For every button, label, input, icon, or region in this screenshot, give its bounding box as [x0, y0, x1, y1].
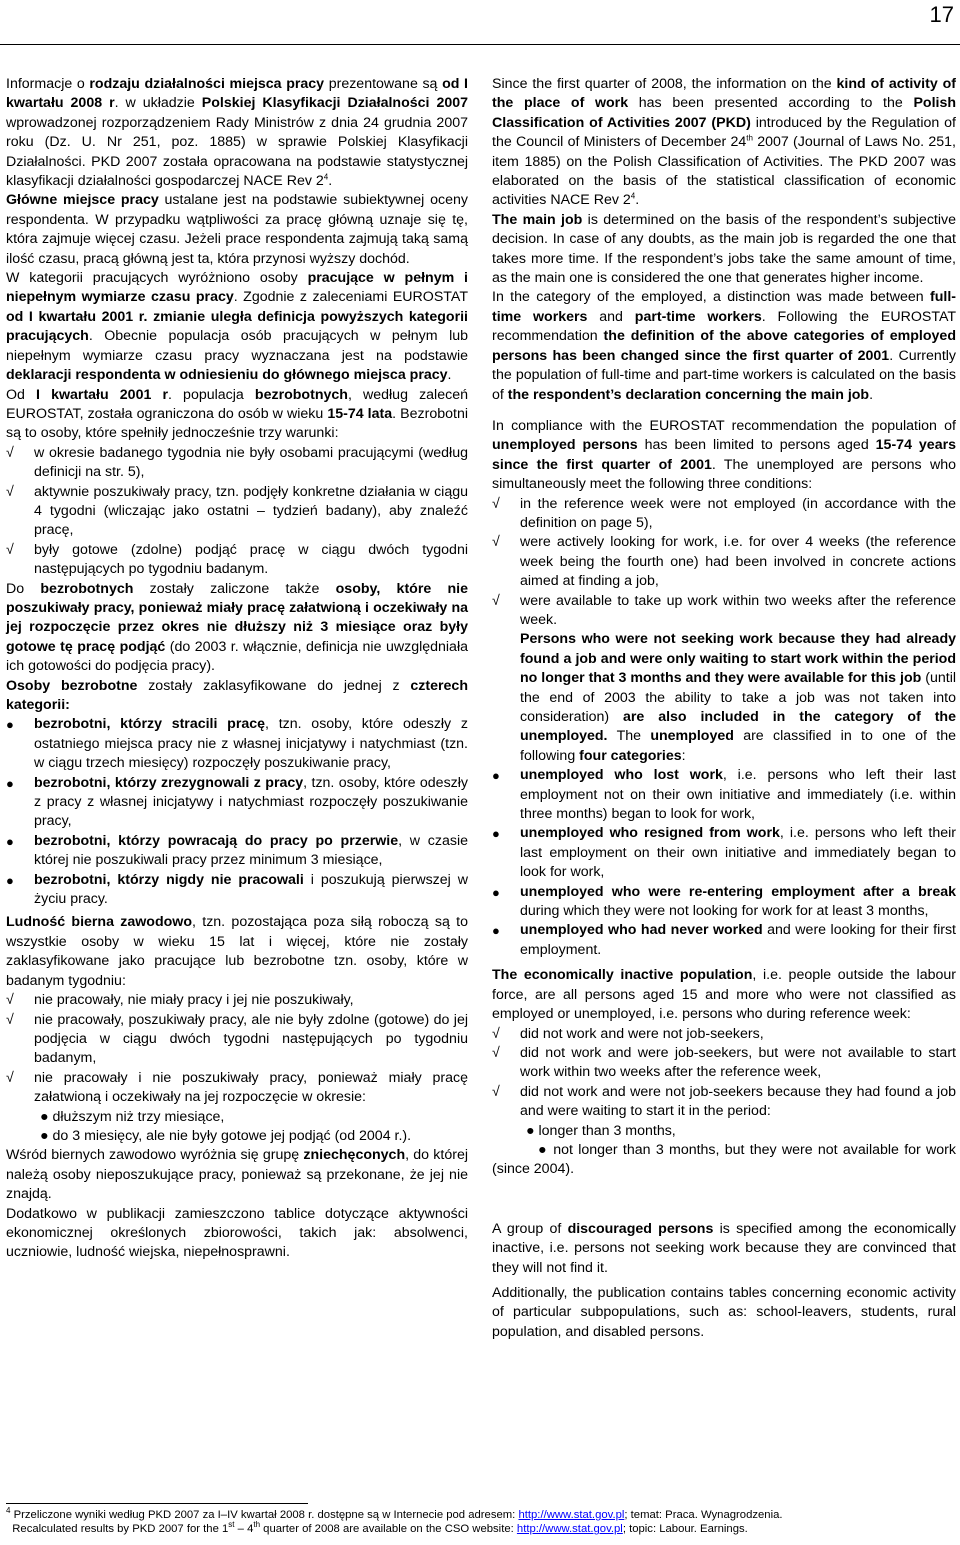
list-item [6, 1011, 468, 1069]
text-run: are also included in the category of the unemployed. [520, 709, 956, 745]
text-run: czterech kategorii: [6, 677, 468, 713]
text-run: (until the end of 2003 the ability to take a job was not taken into consideration) [520, 670, 956, 725]
text-run: Polish Classification of Activities 2007 (PKD) [492, 95, 957, 131]
check-icon: √ [6, 541, 14, 558]
text-run: 4 [323, 172, 329, 182]
list-item-text: były gotowe (zdolne) podjąć pracę w ciągu dwóch tygodni następujących po tygodniu badanym. [34, 541, 468, 578]
text-run: , tzn. pozostająca poza siłą roboczą są to wszystkie osoby w wieku 15 lat i więcej, które nie zostały zaklasyfikowane jako pracujące lub bezrobotne tzn. osoby, które w badanym tygodniu: [6, 914, 468, 989]
check-icon: √ [6, 483, 14, 500]
inactive-list [492, 1025, 956, 1122]
text-run: W kategorii pracujących wyróżniono osoby [6, 270, 308, 287]
list-item-text: nie pracowały, poszukiwały pracy, ale nie były zdolne (gotowe) do jej podjęcia w ciągu dwóch tygodni następujących po tygodniu badanym, [34, 1011, 468, 1067]
footnote-text: quarter of 2008 are available on the CSO website: [260, 1523, 517, 1535]
bullet-icon: ● [492, 884, 500, 900]
bullet-icon: ● [492, 826, 500, 842]
text-run: unemployed persons [492, 437, 638, 454]
text-run: zostały zaklasyfikowane do jednej z [137, 677, 411, 694]
sub-item: ● dłuższym niż trzy miesiące, [40, 1108, 225, 1125]
text-run: Osoby bezrobotne [6, 677, 138, 694]
text-run: The main job [492, 211, 583, 228]
list-item [492, 1083, 956, 1122]
text-run: . Obecnie populacja osób pracujących w pełnym lub niepełnym wymiarze czasu pracy wyznaczana jest na podstawie [6, 328, 468, 364]
text-run: I kwartału 2001 r [36, 386, 168, 403]
footnote-text: ; topic: Labour. Earnings. [622, 1523, 748, 1535]
text-run: Wśród biernych zawodowo wyróżnia się grupę [6, 1147, 304, 1164]
list-item [492, 592, 956, 631]
list-item [6, 715, 468, 773]
list-item-text: were actively looking for work, i.e. for over 4 weeks (the reference week being the fourth one) had been involved in concrete actions aimed at finding a job, [520, 534, 956, 590]
text-run: . Following the EUROSTAT recommendation [492, 308, 957, 345]
text-run: unemployed [650, 728, 734, 745]
list-item [6, 871, 468, 910]
text-run: The economically inactive population [492, 967, 753, 984]
text-run: Do [6, 580, 41, 597]
list-item [492, 921, 956, 960]
paragraph [6, 1146, 468, 1204]
check-icon: √ [6, 1011, 14, 1028]
text-run: zostały zaliczone także [133, 580, 336, 597]
list-item-text: nie pracowały i nie poszukiwały pracy, ponieważ miały pracę załatwioną i oczekiwały na jej rozpoczęcie w okresie: [34, 1069, 468, 1106]
text-run: bezrobotni, którzy stracili pracę [34, 716, 266, 733]
text-run: Informacje o [6, 76, 90, 92]
list-item [6, 541, 468, 580]
text-run: rodzaju działalności miejsca pracy [89, 76, 325, 92]
text-run: during which they were not looking for work for at least 3 months, [520, 903, 929, 920]
list-item [492, 824, 956, 882]
paragraph [492, 417, 956, 495]
text-run: : [681, 747, 686, 764]
bullet-icon: ● [6, 872, 14, 888]
text-run: Dodatkowo w publikacji zamieszczono tablice dotyczące aktywności ekonomicznej określonych zbiorowości, takich jak: absolwenci, uczniowie, ludność wiejska, niepełnosprawni. [6, 1205, 468, 1261]
text-run: the definition of the above categories of employed persons has been changed since the first quarter of 2001 [492, 328, 956, 364]
paragraph [492, 966, 956, 1024]
cso-link[interactable]: http://www.stat.gov.pl [518, 1509, 625, 1521]
list-item-text: did not work and were not job-seekers, [520, 1025, 764, 1042]
text-run: has been presented according to the [628, 95, 914, 112]
paragraph [492, 75, 956, 211]
text-run: th [746, 133, 753, 143]
condition-list [6, 444, 468, 580]
text-run: Ludność bierna zawodowo [6, 914, 193, 931]
text-run: In compliance with the EUROSTAT recommendation the population of [492, 417, 956, 434]
text-run: Polskiej Klasyfikacji Działalności 2007 [201, 95, 469, 112]
text-run: osoby, które nie poszukiwały pracy, ponieważ miały pracę załatwioną i oczekiwały na jej rozpoczęcie przez okres nie dłuższy niż 3 miesiące oraz były gotowe tę pracę podjąć [6, 580, 469, 655]
text-run: introduced by the Regulation of the Council of Ministers of December 24 [492, 114, 956, 151]
english-column [492, 75, 956, 1342]
list-item-text [520, 921, 956, 960]
check-icon: √ [492, 1025, 500, 1042]
text-run: , według zaleceń EUROSTAT, została ograniczona do osób w wieku [6, 386, 468, 422]
text-run: Additionally, the publication contains tables concerning economic activity of particular subpopulations, such as: school-leavers, students, rural population, and disabled persons. [492, 1284, 956, 1340]
check-icon: √ [492, 495, 500, 512]
text-run: bezrobotni, którzy nigdy nie pracowali [34, 871, 304, 888]
list-item [492, 766, 956, 824]
text-run: deklaracji respondenta w odniesieniu do głównego miejsca pracy [6, 367, 448, 384]
sub-item: ● longer than 3 months, [526, 1122, 676, 1139]
paragraph [492, 211, 956, 289]
footnote-text: ; temat: Praca. Wynagrodzenia. [624, 1509, 783, 1521]
text-run: , i.e. persons who left their last employment not on their own initiative and immediately (i.e. within three months) began to look for work, [520, 767, 957, 823]
text-run: has been limited to persons aged [637, 437, 876, 454]
text-run: bezrobotni, którzy powracają do pracy po przerwie [34, 832, 399, 849]
check-icon: √ [492, 1044, 500, 1061]
bullet-icon: ● [492, 768, 500, 784]
text-run: are classified in to one of the following [520, 728, 956, 764]
paragraph [6, 386, 468, 444]
paragraph [6, 75, 468, 191]
list-item-text: aktywnie poszukiwały pracy, tzn. podjęły konkretne działania w ciągu 4 tygodni (wliczając jako ostatni – tydzień badany), aby znaleźć pracę, [34, 483, 468, 539]
sub-item: ● not longer than 3 months, but they were not available for work (since 2004). [492, 1141, 956, 1178]
text-run: . [869, 386, 874, 403]
text-run: unemployed who lost work [520, 767, 723, 784]
paragraph [6, 580, 468, 677]
list-item [6, 483, 468, 541]
check-icon: √ [6, 992, 14, 1009]
text-run: zniechęconych [303, 1147, 406, 1164]
check-icon: √ [492, 534, 500, 551]
text-run: is specified among the economically inactive, i.e. persons not seeking work because they are convinced that they will not find it. [492, 1220, 956, 1276]
text-run: od I kwartału 2001 r. zmianie uległa definicja powyższych kategorii pracujących [6, 308, 468, 345]
text-run: 2007 (Journal of Laws No. 251, item 1885) on the Polish Classification of Activities. The PKD 2007 was elaborated on the basis of the statistical classification of economic activities NACE Rev 2 [492, 134, 956, 209]
text-run: The [607, 728, 651, 745]
text-run: , i.e. persons who left their last employment on their own initiative and immediately began to look for work, [520, 825, 957, 881]
text-run: and [587, 308, 635, 325]
footnote-sup: th [253, 1520, 261, 1530]
list-item [6, 774, 468, 832]
text-run: 4 [630, 191, 636, 201]
list-item-text: in the reference week were not employed (in accordance with the definition on page 5), [520, 495, 956, 531]
check-icon: √ [6, 1069, 14, 1086]
text-run: Główne miejsce pracy [6, 192, 159, 209]
list-item-text [34, 871, 468, 910]
text-run: is determined on the basis of the respondent’s subjective decision. In case of any doubts, as the main job is regarded the one that takes more time. If the respondent’s jobs take the same amount of time, as the main one is considered the one that generates higher income. [492, 211, 956, 287]
list-item [492, 1044, 956, 1083]
text-run: prezentowane są [324, 76, 443, 92]
list-item-text: w okresie badanego tygodnia nie były osobami pracującymi (według definicji na str. 5), [34, 444, 468, 481]
text-run: 15-74 lata [327, 405, 393, 422]
paragraph [6, 191, 468, 269]
list-item-text: did not work and were job-seekers, but were not available to start work within two weeks after the reference week, [520, 1044, 956, 1081]
bullet-icon: ● [492, 923, 500, 939]
text-run: . populacja [168, 386, 255, 403]
text-run: unemployed who had never worked [520, 922, 763, 939]
list-item-text: did not work and were not job-seekers because they had found a job and were waiting to start it in the period: [520, 1083, 956, 1120]
polish-column [6, 75, 468, 1263]
footnote-marker: 4 [6, 1506, 11, 1516]
text-run: unemployed who were re-entering employment after a break [520, 883, 956, 900]
text-run: . w układzie [114, 95, 202, 112]
list-item-text [520, 824, 956, 882]
text-run: bezrobotnych [40, 580, 134, 597]
category-list [6, 715, 468, 909]
text-run: unemployed who resigned from work [520, 825, 780, 842]
footnote-sup: st [228, 1520, 235, 1530]
text-run: Since the first quarter of 2008, the information on the [492, 76, 837, 92]
text-run: bezrobotni, którzy zrezygnowali z pracy [34, 774, 304, 791]
list-item-text [520, 766, 956, 824]
paragraph [492, 288, 956, 404]
list-item [492, 1025, 956, 1044]
footnote [6, 1508, 956, 1536]
footnote-rule [6, 1503, 308, 1504]
footnote-text: – 4 [234, 1523, 254, 1535]
text-run: In the category of the employed, a distinction was made between [492, 289, 930, 306]
list-item [492, 533, 956, 591]
inactive-list [6, 991, 468, 1107]
text-run: . Currently the population of full-time and part-time workers is calculated on the basis of [492, 347, 957, 403]
paragraph [6, 677, 468, 716]
paragraph [6, 269, 468, 385]
list-item-text [34, 715, 468, 773]
paragraph [6, 913, 468, 991]
list-item [6, 832, 468, 871]
text-run: pracujące w pełnym i niepełnym wymiarze czasu pracy [6, 270, 468, 306]
text-run: , tzn. osoby, które odeszły z ostatniego miejsca pracy nie z własnej inicjatywy i natychmiast (tzn. w ciągu trzech miesięcy) rozpoczęły poszukiwanie pracy, [34, 716, 468, 772]
text-run: od I kwartału 2008 r [6, 76, 468, 112]
list-item-text: were available to take up work within two weeks after the reference week. [520, 592, 956, 628]
text-run: . Zgodnie z zaleceniami EUROSTAT [233, 289, 468, 306]
text-run: ustalane jest na podstawie subiektywnej oceny respondenta. W przypadku wątpliwości za pracę główną uznaje się tę, która zajmuje więcej czasu. Jeżeli prace respondenta zajmują taką samą ilość czasu, pracą główną jest ta, która przynosi wyższy dochód. [6, 192, 468, 267]
text-run: . [328, 173, 333, 190]
text-run: (do 2003 r. włącznie, definicja nie uwzględniała ich gotowości do podjęcia pracy). [6, 638, 468, 675]
text-run: . Bezrobotni są to osoby, które spełniły jednocześnie trzy warunki: [6, 405, 468, 442]
check-icon: √ [492, 1083, 500, 1100]
text-run: , i.e. people outside the labour force, are all persons aged 15 and more who were not classified as employed or unemployed, i.e. persons who during reference week: [492, 967, 956, 1023]
list-item [6, 991, 468, 1010]
bullet-icon: ● [6, 833, 14, 849]
text-run: A group of [492, 1220, 568, 1237]
text-run: Persons who were not seeking work because they had already found a job and were only waiting to start work within the period no longer that 3 months and they were available for this job [520, 631, 956, 687]
list-item [6, 1069, 468, 1108]
text-run: i poszukują pierwszej w życiu pracy. [34, 871, 468, 908]
paragraph [492, 1220, 956, 1278]
text-run: , w czasie której nie poszukiwali pracy przez minimum 3 miesiące, [34, 832, 468, 869]
check-icon: √ [6, 444, 14, 461]
cso-link[interactable]: http://www.stat.gov.pl [516, 1523, 623, 1535]
text-run: 15-74 years since the first quarter of 2001 [492, 437, 956, 473]
list-item-text [520, 883, 956, 922]
text-run: the respondent’s declaration concerning the main job [507, 386, 870, 403]
paragraph [492, 630, 956, 766]
list-item-text [34, 774, 468, 832]
bullet-icon: ● [6, 775, 14, 791]
text-run: wprowadzonej rozporządzeniem Rady Ministrów z dnia 24 grudnia 2007 roku (Dz. U. Nr 251, poz. 1885) w sprawie Polskiej Klasyfikacji Działalności. PKD 2007 została opracowana na podstawie statystycznej klasyfikacji działalności gospodarczej NACE Rev 2 [6, 114, 468, 190]
footnote-text: Recalculated results by PKD 2007 for the 1 [6, 1523, 229, 1535]
text-run: , tzn. osoby, które odeszły z pracy z własnej inicjatywy i natychmiast rozpoczęły poszukiwanie pracy, [34, 774, 468, 830]
page-number: 17 [929, 2, 954, 27]
paragraph [6, 1205, 468, 1263]
text-run: bezrobotnych [254, 386, 348, 403]
category-list [492, 766, 956, 960]
text-run: , do której należą osoby nieposzukujące pracy, ponieważ są przekonane, że jej nie znajdą. [6, 1147, 468, 1203]
list-item [492, 495, 956, 534]
text-run: kind of activity of the place of work [492, 76, 956, 112]
paragraph [492, 1284, 956, 1342]
header-rule [0, 44, 960, 45]
list-item-text [34, 832, 468, 871]
sub-item: ● do 3 miesięcy, ale nie były gotowe jej podjąć (od 2004 r.). [40, 1127, 412, 1144]
text-run: discouraged persons [567, 1220, 714, 1237]
check-icon: √ [492, 592, 500, 609]
footnote-text: Przeliczone wyniki według PKD 2007 za I–IV kwartał 2008 r. dostępne są w Internecie pod adresem: [10, 1509, 519, 1521]
text-run: four categories [579, 747, 682, 764]
list-item [492, 883, 956, 922]
text-run: and were looking for their first employment. [520, 922, 956, 958]
text-run: . [447, 367, 452, 384]
list-item-text: nie pracowały, nie miały pracy i jej nie poszukiwały, [34, 992, 354, 1009]
text-run: part-time workers [634, 308, 762, 325]
text-run: . [635, 192, 640, 209]
list-item [6, 444, 468, 483]
text-run: full-time workers [492, 289, 956, 325]
text-run: Od [6, 386, 37, 403]
condition-list [492, 495, 956, 631]
bullet-icon: ● [6, 717, 14, 733]
text-run: . The unemployed are persons who simultaneously meet the following three conditions: [492, 456, 956, 493]
